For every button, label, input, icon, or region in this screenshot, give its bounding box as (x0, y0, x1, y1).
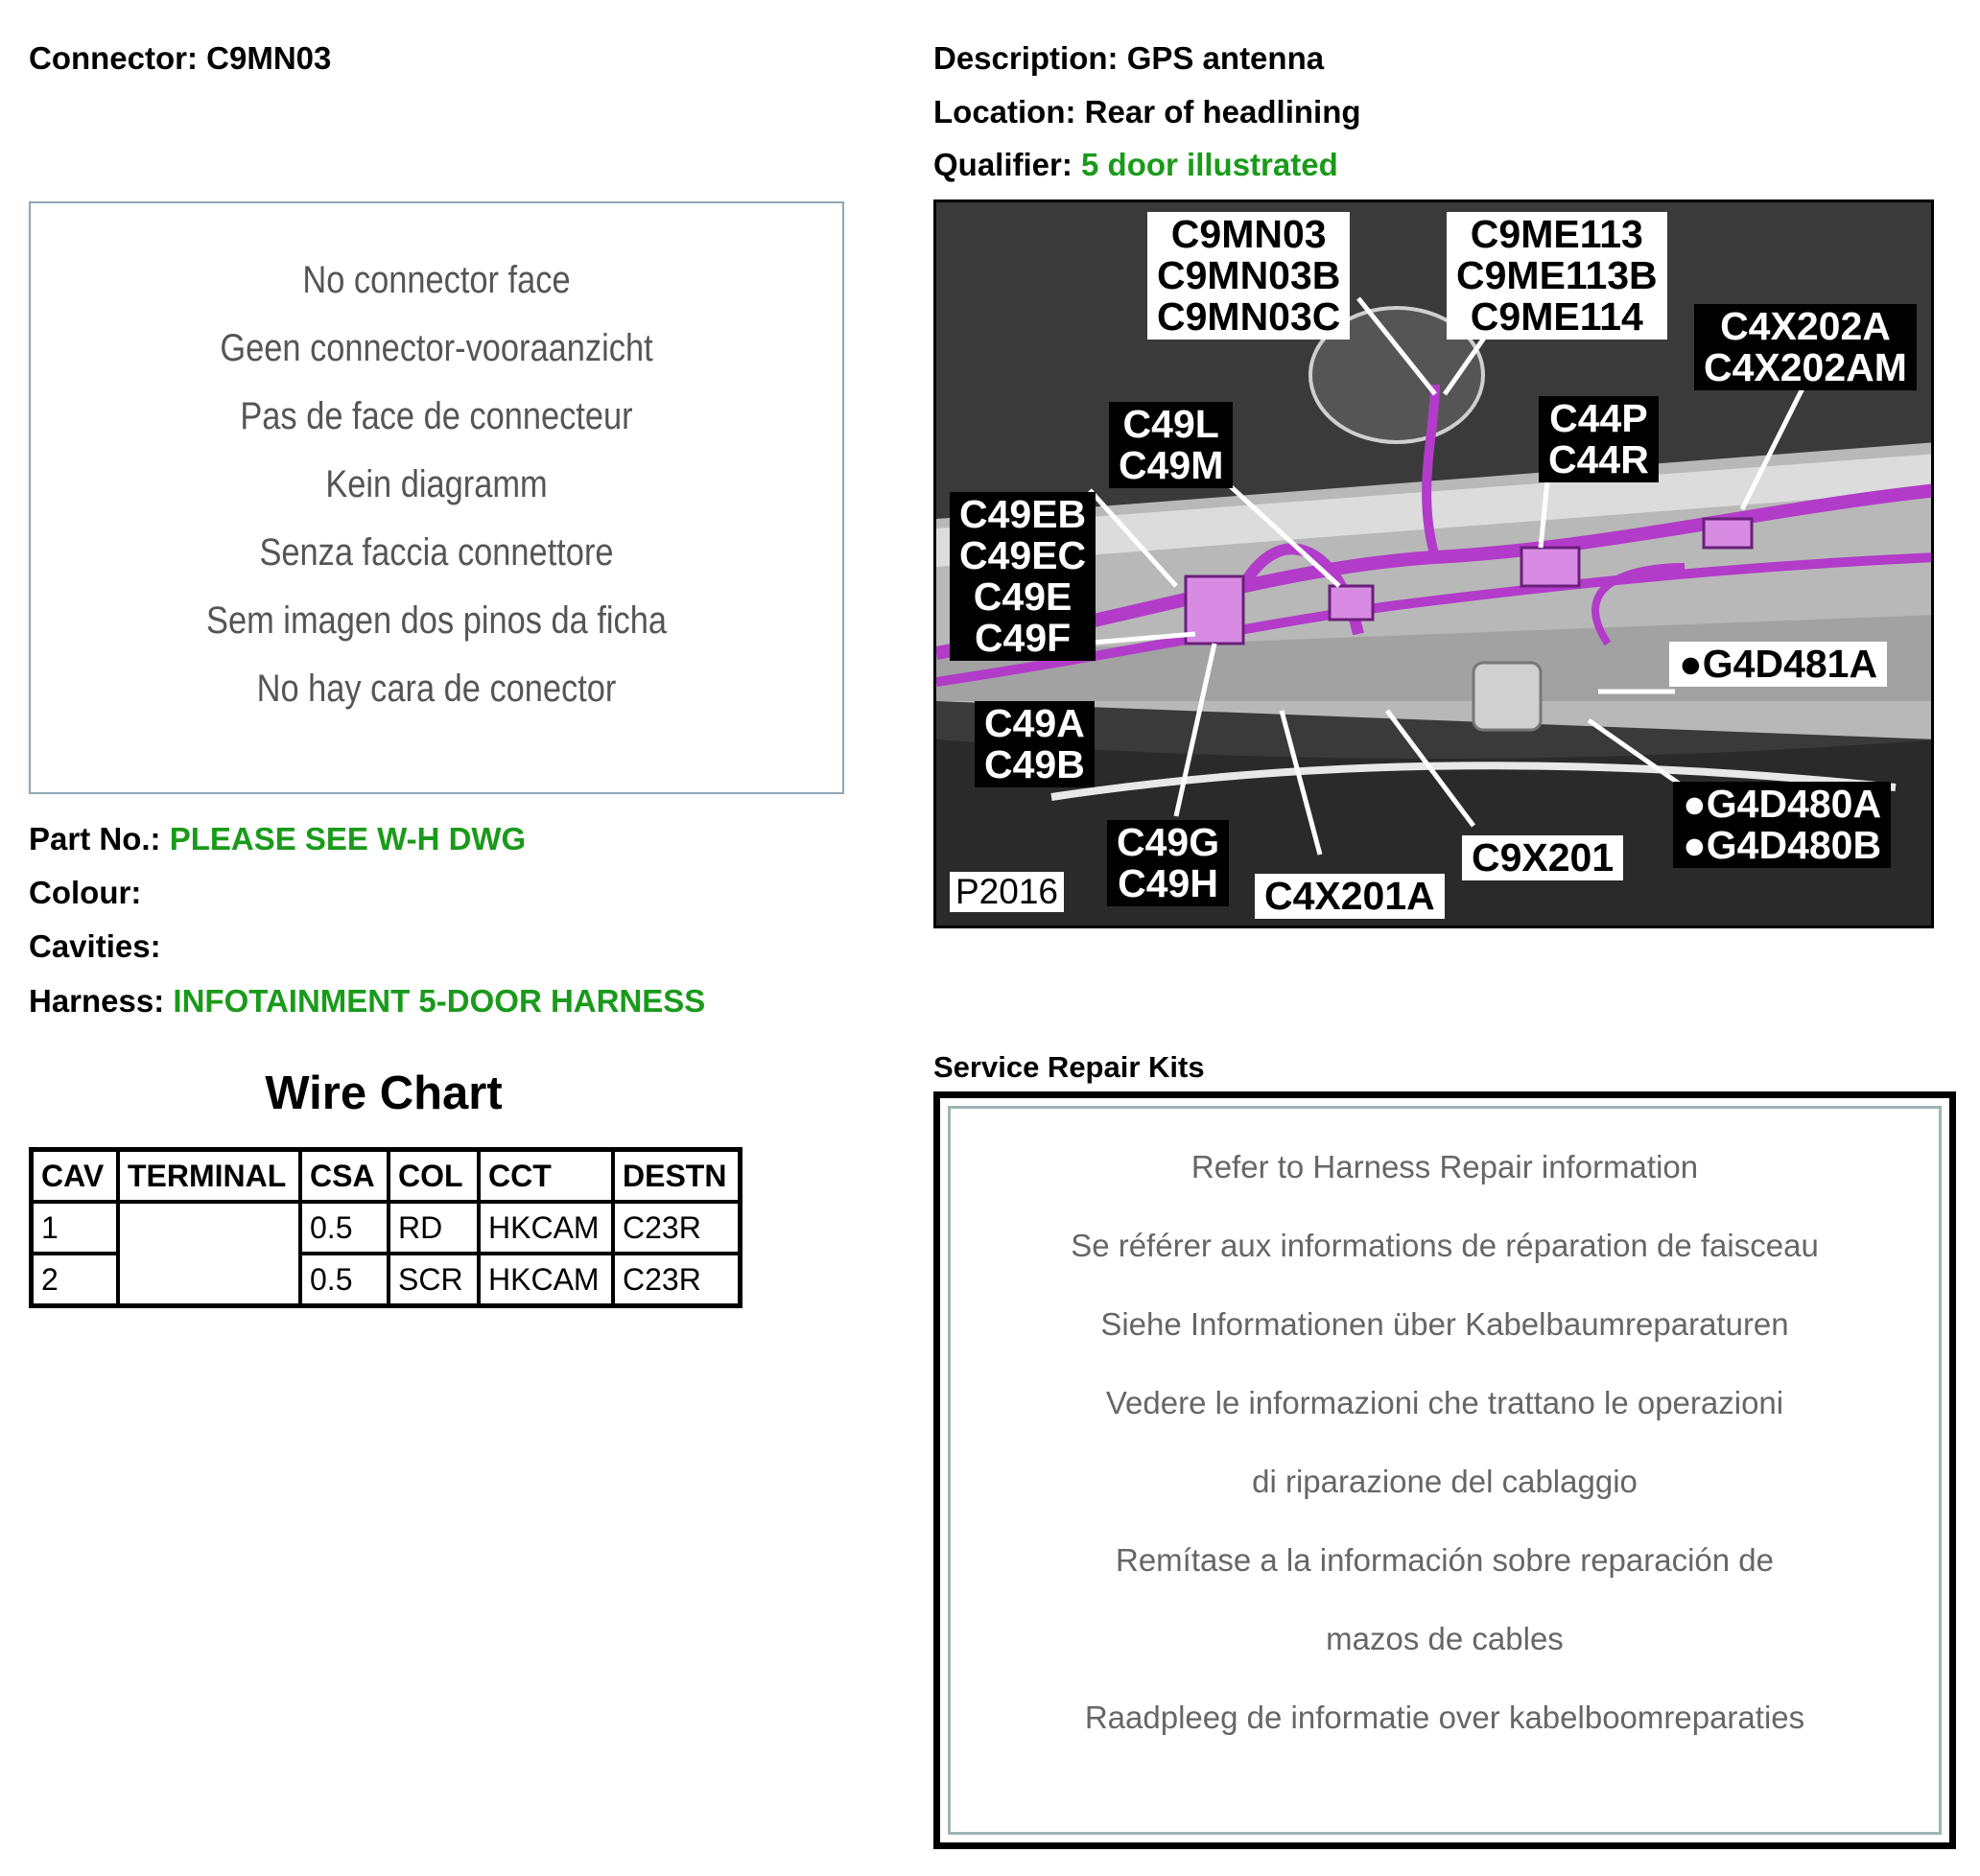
kit-text-line: Remítase a la información sobre reparación de (1115, 1542, 1775, 1578)
connector-field (29, 40, 331, 77)
kit-text-line: Vedere le informazioni che trattano le operazioni (1105, 1385, 1784, 1420)
no-face-text-it: Senza faccia connettore (259, 531, 614, 574)
terminal-cell (118, 1202, 300, 1306)
callout-text: C9ME114 (1470, 294, 1643, 339)
callout-g4d481a (1669, 642, 1887, 687)
callout-text: C49F (974, 616, 1072, 660)
cav-cell: 2 (32, 1254, 119, 1306)
callout-text: C49G (1117, 820, 1220, 864)
callout-c9me113 (1447, 212, 1667, 340)
cavities-label: Cavities: (29, 928, 161, 964)
callout-c44p (1539, 396, 1659, 482)
no-face-text-nl: Geen connector-vooraanzicht (220, 327, 653, 369)
no-face-text-en: No connector face (302, 259, 571, 301)
harness-value: INFOTAINMENT 5-DOOR HARNESS (173, 983, 706, 1019)
callout-text: C9ME113 (1470, 212, 1643, 256)
callout-text: C4X202A (1720, 304, 1891, 348)
callout-c49a (975, 701, 1095, 787)
callout-c49l (1109, 402, 1233, 488)
callout-text: C9MN03C (1157, 294, 1341, 339)
cct-cell: HKCAM (479, 1254, 613, 1306)
callout-text: C4X201A (1264, 874, 1435, 918)
header-terminal: TERMINAL (118, 1150, 300, 1203)
service-repair-kits-box (933, 1091, 1956, 1849)
callout-text: C44R (1548, 437, 1649, 481)
cav-cell: 1 (32, 1202, 119, 1254)
col-cell: SCR (389, 1254, 479, 1306)
destn-cell: C23R (613, 1254, 741, 1306)
callout-text: ●G4D481A (1679, 642, 1878, 686)
callout-c4x201a (1255, 874, 1445, 919)
qualifier-label: Qualifier: (933, 147, 1072, 182)
connector-location-photo (933, 199, 1934, 928)
harness-label: Harness: (29, 983, 165, 1019)
callout-c49eb (950, 492, 1096, 661)
cavities-field (29, 928, 161, 965)
callout-text: C9ME113B (1456, 253, 1658, 297)
wire-chart-title: Wire Chart (265, 1067, 503, 1119)
colour-label: Colour: (29, 875, 142, 910)
kit-text-line: di riparazione del cablaggio (1252, 1464, 1638, 1499)
callout-text: ●G4D480A (1683, 782, 1882, 826)
description-value: GPS antenna (1126, 40, 1325, 76)
header-cct: CCT (479, 1150, 613, 1203)
header-csa: CSA (300, 1150, 389, 1203)
destn-cell: C23R (613, 1202, 741, 1254)
cct-cell: HKCAM (479, 1202, 613, 1254)
qualifier-value: 5 door illustrated (1081, 147, 1338, 182)
no-face-text-de: Kein diagramm (325, 463, 548, 505)
description-field (933, 40, 1324, 77)
service-repair-kits-title: Service Repair Kits (933, 1050, 1205, 1084)
callout-text: C44P (1549, 396, 1648, 440)
wire-chart-header-row (32, 1150, 741, 1203)
csa-cell: 0.5 (300, 1254, 389, 1306)
kit-text-line: mazos de cables (1326, 1621, 1564, 1656)
part-no-label: Part No.: (29, 821, 161, 856)
callout-text: C9MN03B (1157, 253, 1341, 297)
callout-g4d480a (1673, 782, 1891, 868)
callout-c9x201 (1462, 835, 1623, 880)
callout-c4x202a (1694, 304, 1917, 390)
kit-text-line: Se référer aux informations de réparation de faisceau (1071, 1228, 1819, 1263)
no-connector-face-box (29, 201, 844, 794)
col-cell: RD (389, 1202, 479, 1254)
location-label: Location: (933, 94, 1076, 129)
callout-text: C49E (973, 575, 1072, 619)
callout-text: C9MN03 (1170, 212, 1327, 256)
no-face-text-es: No hay cara de conector (256, 668, 617, 710)
kit-text-line: Siehe Informationen über Kabelbaumreparaturen (1100, 1306, 1789, 1342)
callout-text: C9X201 (1472, 835, 1615, 879)
callout-c9mn03 (1147, 212, 1350, 340)
callout-text: C49B (984, 742, 1085, 786)
part-no-value: PLEASE SEE W-H DWG (169, 821, 527, 856)
table-row (32, 1202, 741, 1254)
kit-text-line: Raadpleeg de informatie over kabelboomreparaties (1084, 1700, 1805, 1735)
header-destn: DESTN (613, 1150, 741, 1203)
no-face-text-pt: Sem imagen dos pinos da ficha (206, 599, 667, 642)
connector-value: C9MN03 (206, 40, 332, 76)
kit-text-line: Refer to Harness Repair information (1190, 1149, 1699, 1184)
callout-text: C49M (1119, 443, 1224, 487)
callout-text: C49H (1118, 861, 1218, 905)
location-field (933, 94, 1361, 130)
harness-field (29, 983, 705, 1020)
qualifier-field (933, 147, 1338, 183)
header-cav: CAV (32, 1150, 119, 1203)
service-repair-kits-inner (948, 1106, 1942, 1835)
part-no-field (29, 821, 526, 857)
description-label: Description: (933, 40, 1119, 76)
callout-c49g (1107, 820, 1229, 906)
callout-text: C4X202AM (1704, 345, 1907, 389)
callout-text: C49EB (959, 492, 1087, 536)
callout-text: C49L (1122, 402, 1219, 446)
wire-chart-table (29, 1147, 742, 1308)
callout-text: C49EC (959, 533, 1087, 577)
connector-label: Connector: (29, 40, 198, 76)
csa-cell: 0.5 (300, 1202, 389, 1254)
no-face-text-fr: Pas de face de connecteur (240, 395, 633, 437)
location-value: Rear of headlining (1084, 94, 1361, 129)
callout-text: ●G4D480B (1683, 823, 1882, 867)
callout-text: C49A (984, 701, 1085, 745)
header-col: COL (389, 1150, 479, 1203)
photo-id-label: P2016 (950, 872, 1064, 912)
colour-field (29, 875, 141, 911)
